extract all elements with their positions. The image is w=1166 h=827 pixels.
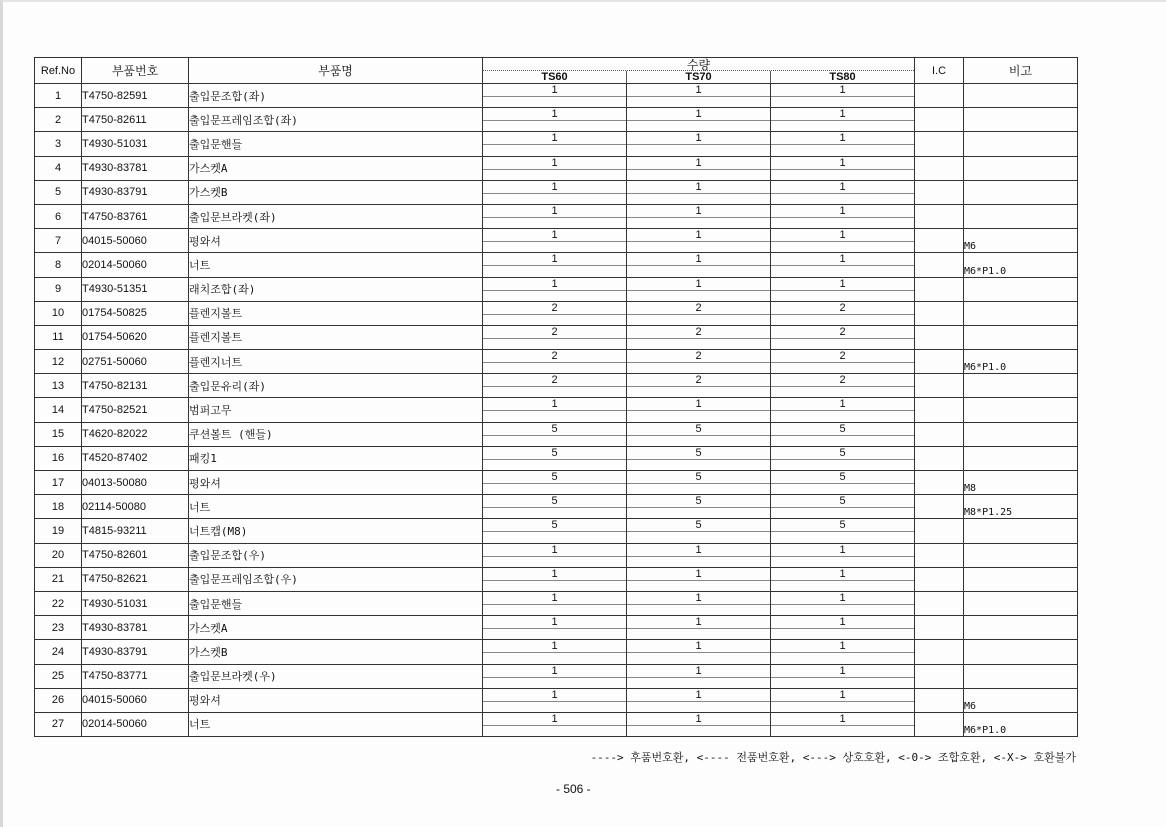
- row-qty-ts60: 1: [483, 84, 627, 108]
- row-ic: [915, 374, 964, 398]
- row-qty-ts80: 1: [771, 253, 915, 277]
- row-ref-no: 11: [35, 325, 82, 349]
- header-ic: I.C: [915, 58, 964, 84]
- row-qty-ts80: 1: [771, 567, 915, 591]
- row-qty-ts80: 5: [771, 446, 915, 470]
- row-qty-ts60: 1: [483, 180, 627, 204]
- table-row: [35, 156, 1078, 180]
- row-part-name: 가스켓B: [189, 180, 483, 204]
- table-row: [35, 640, 1078, 664]
- row-part-no: T4930-51031: [82, 591, 189, 615]
- row-qty-ts70: 1: [627, 132, 771, 156]
- row-part-name: 출입문조합(좌): [189, 84, 483, 108]
- row-note: [964, 591, 1078, 615]
- row-note: [964, 132, 1078, 156]
- row-ic: [915, 277, 964, 301]
- row-part-name: 너트: [189, 495, 483, 519]
- row-note: [964, 374, 1078, 398]
- row-part-name: 너트캡(M8): [189, 519, 483, 543]
- row-qty-ts70: 5: [627, 495, 771, 519]
- row-qty-ts70: 2: [627, 325, 771, 349]
- row-ic: [915, 688, 964, 712]
- row-ref-no: 20: [35, 543, 82, 567]
- row-ic: [915, 543, 964, 567]
- row-note: [964, 180, 1078, 204]
- table-row: [35, 398, 1078, 422]
- table-row: [35, 180, 1078, 204]
- row-note: [964, 664, 1078, 688]
- row-ic: [915, 616, 964, 640]
- row-qty-ts60: 1: [483, 543, 627, 567]
- row-qty-ts70: 1: [627, 204, 771, 228]
- row-qty-ts70: 1: [627, 712, 771, 736]
- header-part-name: 부품명: [189, 58, 483, 84]
- row-part-no: T4750-83761: [82, 204, 189, 228]
- row-qty-ts80: 1: [771, 712, 915, 736]
- row-ic: [915, 471, 964, 495]
- row-part-no: T4520-87402: [82, 446, 189, 470]
- row-part-no: T4930-83781: [82, 156, 189, 180]
- row-note: [964, 325, 1078, 349]
- table-row: [35, 108, 1078, 132]
- row-qty-ts60: 1: [483, 664, 627, 688]
- row-note: [964, 519, 1078, 543]
- row-ref-no: 6: [35, 204, 82, 228]
- row-qty-ts70: 5: [627, 471, 771, 495]
- table-row: [35, 84, 1078, 108]
- row-qty-ts70: 1: [627, 108, 771, 132]
- row-part-no: T4930-51031: [82, 132, 189, 156]
- row-qty-ts70: 1: [627, 616, 771, 640]
- row-qty-ts80: 1: [771, 616, 915, 640]
- row-qty-ts70: 1: [627, 277, 771, 301]
- table-row: [35, 664, 1078, 688]
- row-part-name: 패킹1: [189, 446, 483, 470]
- row-qty-ts80: 2: [771, 374, 915, 398]
- row-part-name: 범퍼고무: [189, 398, 483, 422]
- row-part-name: 출입문프레임조합(우): [189, 567, 483, 591]
- row-qty-ts60: 1: [483, 156, 627, 180]
- row-ref-no: 25: [35, 664, 82, 688]
- row-qty-ts80: 2: [771, 350, 915, 374]
- row-qty-ts70: 1: [627, 688, 771, 712]
- table-row: [35, 350, 1078, 374]
- row-part-no: T4750-82591: [82, 84, 189, 108]
- row-part-name: 너트: [189, 253, 483, 277]
- row-part-no: T4750-82611: [82, 108, 189, 132]
- row-ref-no: 12: [35, 350, 82, 374]
- row-note: M6*P1.0: [964, 712, 1078, 736]
- row-part-no: 02114-50080: [82, 495, 189, 519]
- row-qty-ts70: 1: [627, 180, 771, 204]
- row-part-name: 가스켓A: [189, 156, 483, 180]
- row-part-no: 02014-50060: [82, 253, 189, 277]
- row-qty-ts80: 1: [771, 204, 915, 228]
- row-qty-ts60: 5: [483, 471, 627, 495]
- row-qty-ts80: 1: [771, 640, 915, 664]
- row-ref-no: 5: [35, 180, 82, 204]
- row-part-name: 출입문조합(우): [189, 543, 483, 567]
- row-qty-ts80: 1: [771, 398, 915, 422]
- row-qty-ts60: 1: [483, 204, 627, 228]
- row-ref-no: 3: [35, 132, 82, 156]
- row-qty-ts70: 1: [627, 664, 771, 688]
- row-ic: [915, 398, 964, 422]
- row-ic: [915, 567, 964, 591]
- row-qty-ts70: 5: [627, 446, 771, 470]
- header-model-row: [483, 70, 914, 83]
- header-note: 비고: [964, 58, 1078, 84]
- header-model-ts60: TS60: [541, 71, 568, 83]
- row-part-name: 플렌지볼트: [189, 301, 483, 325]
- row-qty-ts70: 1: [627, 253, 771, 277]
- row-part-no: T4750-82601: [82, 543, 189, 567]
- row-ic: [915, 84, 964, 108]
- row-ic: [915, 640, 964, 664]
- row-qty-ts60: 1: [483, 712, 627, 736]
- row-ref-no: 22: [35, 591, 82, 615]
- row-part-no: 01754-50825: [82, 301, 189, 325]
- row-ref-no: 27: [35, 712, 82, 736]
- table-row: [35, 277, 1078, 301]
- row-note: [964, 422, 1078, 446]
- row-qty-ts60: 1: [483, 229, 627, 253]
- row-qty-ts80: 1: [771, 132, 915, 156]
- row-part-name: 평와셔: [189, 471, 483, 495]
- row-note: M6: [964, 229, 1078, 253]
- row-part-no: T4620-82022: [82, 422, 189, 446]
- row-note: [964, 640, 1078, 664]
- row-qty-ts80: 5: [771, 495, 915, 519]
- row-qty-ts70: 1: [627, 84, 771, 108]
- row-note: M8*P1.25: [964, 495, 1078, 519]
- row-part-name: 플렌지너트: [189, 350, 483, 374]
- row-ref-no: 19: [35, 519, 82, 543]
- row-note: M6*P1.0: [964, 350, 1078, 374]
- row-part-name: 가스켓A: [189, 616, 483, 640]
- row-part-no: T4750-82131: [82, 374, 189, 398]
- header-part-no: 부품번호: [82, 58, 189, 84]
- row-ref-no: 9: [35, 277, 82, 301]
- row-part-name: 플렌지볼트: [189, 325, 483, 349]
- row-note: [964, 277, 1078, 301]
- row-ic: [915, 108, 964, 132]
- row-ref-no: 10: [35, 301, 82, 325]
- table-row: [35, 253, 1078, 277]
- row-qty-ts70: 5: [627, 422, 771, 446]
- row-part-no: 04013-50080: [82, 471, 189, 495]
- header-model-ts70: TS70: [626, 71, 770, 83]
- parts-table: [34, 57, 1078, 737]
- table-row: [35, 471, 1078, 495]
- row-part-no: 02014-50060: [82, 712, 189, 736]
- row-qty-ts60: 2: [483, 374, 627, 398]
- row-part-no: 01754-50620: [82, 325, 189, 349]
- row-part-no: T4930-83791: [82, 180, 189, 204]
- row-qty-ts80: 5: [771, 422, 915, 446]
- header-quantity-label: 수량: [686, 58, 711, 72]
- row-ic: [915, 229, 964, 253]
- table-row: [35, 204, 1078, 228]
- row-ic: [915, 422, 964, 446]
- table-body: [35, 84, 1078, 737]
- row-qty-ts60: 1: [483, 108, 627, 132]
- row-part-name: 출입문프레임조합(좌): [189, 108, 483, 132]
- row-qty-ts60: 1: [483, 567, 627, 591]
- row-part-no: T4750-82621: [82, 567, 189, 591]
- row-part-no: T4815-93211: [82, 519, 189, 543]
- row-qty-ts60: 2: [483, 350, 627, 374]
- row-ref-no: 7: [35, 229, 82, 253]
- row-qty-ts70: 2: [627, 374, 771, 398]
- row-ic: [915, 204, 964, 228]
- row-qty-ts80: 1: [771, 543, 915, 567]
- row-qty-ts60: 2: [483, 325, 627, 349]
- row-part-name: 출입문핸들: [189, 132, 483, 156]
- row-qty-ts80: 1: [771, 277, 915, 301]
- row-note: M8: [964, 471, 1078, 495]
- row-ref-no: 13: [35, 374, 82, 398]
- row-ref-no: 14: [35, 398, 82, 422]
- row-note: [964, 446, 1078, 470]
- row-part-name: 출입문브라켓(좌): [189, 204, 483, 228]
- row-part-name: 출입문유리(좌): [189, 374, 483, 398]
- row-qty-ts70: 2: [627, 301, 771, 325]
- table-row: [35, 229, 1078, 253]
- row-qty-ts80: 1: [771, 664, 915, 688]
- row-qty-ts60: 1: [483, 253, 627, 277]
- row-ic: [915, 712, 964, 736]
- row-qty-ts80: 1: [771, 156, 915, 180]
- row-qty-ts60: 5: [483, 495, 627, 519]
- row-ic: [915, 180, 964, 204]
- row-part-no: 04015-50060: [82, 688, 189, 712]
- row-qty-ts60: 1: [483, 591, 627, 615]
- row-qty-ts70: 1: [627, 567, 771, 591]
- row-ic: [915, 132, 964, 156]
- row-ref-no: 24: [35, 640, 82, 664]
- row-qty-ts80: 2: [771, 301, 915, 325]
- row-qty-ts70: 1: [627, 156, 771, 180]
- row-part-no: T4930-83781: [82, 616, 189, 640]
- row-qty-ts80: 1: [771, 84, 915, 108]
- table-row: [35, 543, 1078, 567]
- row-ic: [915, 495, 964, 519]
- row-qty-ts70: 1: [627, 398, 771, 422]
- table-row: [35, 688, 1078, 712]
- row-part-no: T4750-83771: [82, 664, 189, 688]
- row-qty-ts80: 2: [771, 325, 915, 349]
- table-row: [35, 374, 1078, 398]
- row-note: M6: [964, 688, 1078, 712]
- row-qty-ts60: 1: [483, 616, 627, 640]
- page-number: - 506 -: [556, 782, 591, 796]
- table-row: [35, 567, 1078, 591]
- row-qty-ts70: 1: [627, 229, 771, 253]
- row-qty-ts70: 1: [627, 591, 771, 615]
- row-qty-ts60: 5: [483, 446, 627, 470]
- table-row: [35, 301, 1078, 325]
- row-ic: [915, 350, 964, 374]
- row-qty-ts70: 5: [627, 519, 771, 543]
- row-ic: [915, 664, 964, 688]
- table-header-row: [35, 58, 1078, 84]
- table-row: [35, 132, 1078, 156]
- table-row: [35, 712, 1078, 736]
- header-ref-no: Ref.No: [35, 58, 82, 84]
- row-qty-ts80: 1: [771, 591, 915, 615]
- table-row: [35, 495, 1078, 519]
- row-qty-ts80: 1: [771, 688, 915, 712]
- row-note: [964, 108, 1078, 132]
- row-note: M6*P1.0: [964, 253, 1078, 277]
- row-part-no: T4930-83791: [82, 640, 189, 664]
- row-ic: [915, 253, 964, 277]
- row-part-no: 02751-50060: [82, 350, 189, 374]
- row-ref-no: 26: [35, 688, 82, 712]
- row-ic: [915, 519, 964, 543]
- row-ic: [915, 446, 964, 470]
- row-ic: [915, 301, 964, 325]
- row-note: [964, 84, 1078, 108]
- row-qty-ts60: 1: [483, 640, 627, 664]
- row-qty-ts60: 1: [483, 688, 627, 712]
- row-qty-ts80: 1: [771, 108, 915, 132]
- row-note: [964, 301, 1078, 325]
- row-qty-ts70: 1: [627, 543, 771, 567]
- row-note: [964, 567, 1078, 591]
- row-ref-no: 4: [35, 156, 82, 180]
- row-part-no: 04015-50060: [82, 229, 189, 253]
- row-ref-no: 15: [35, 422, 82, 446]
- row-ref-no: 1: [35, 84, 82, 108]
- row-qty-ts80: 5: [771, 471, 915, 495]
- row-part-name: 쿠션볼트 (핸들): [189, 422, 483, 446]
- row-part-name: 평와셔: [189, 688, 483, 712]
- row-qty-ts60: 2: [483, 301, 627, 325]
- row-part-name: 래치조합(좌): [189, 277, 483, 301]
- table-row: [35, 519, 1078, 543]
- row-ref-no: 21: [35, 567, 82, 591]
- row-ic: [915, 325, 964, 349]
- row-part-no: T4750-82521: [82, 398, 189, 422]
- row-ref-no: 18: [35, 495, 82, 519]
- row-ic: [915, 591, 964, 615]
- table-row: [35, 325, 1078, 349]
- table-row: [35, 616, 1078, 640]
- row-part-name: 출입문브라켓(우): [189, 664, 483, 688]
- row-ref-no: 2: [35, 108, 82, 132]
- row-qty-ts60: 5: [483, 422, 627, 446]
- table-row: [35, 446, 1078, 470]
- row-qty-ts80: 1: [771, 180, 915, 204]
- row-qty-ts80: 1: [771, 229, 915, 253]
- row-qty-ts60: 1: [483, 277, 627, 301]
- row-part-name: 평와셔: [189, 229, 483, 253]
- row-ref-no: 16: [35, 446, 82, 470]
- row-ref-no: 17: [35, 471, 82, 495]
- row-qty-ts80: 5: [771, 519, 915, 543]
- row-qty-ts70: 2: [627, 350, 771, 374]
- row-part-name: 가스켓B: [189, 640, 483, 664]
- row-qty-ts70: 1: [627, 640, 771, 664]
- row-part-name: 출입문핸들: [189, 591, 483, 615]
- row-qty-ts60: 1: [483, 398, 627, 422]
- row-note: [964, 204, 1078, 228]
- row-part-name: 너트: [189, 712, 483, 736]
- header-quantity: [483, 58, 915, 84]
- row-qty-ts60: 1: [483, 132, 627, 156]
- row-note: [964, 398, 1078, 422]
- row-qty-ts60: 5: [483, 519, 627, 543]
- table-row: [35, 422, 1078, 446]
- table-row: [35, 591, 1078, 615]
- row-ic: [915, 156, 964, 180]
- interchange-legend: ----> 후품번호환, <---- 전품번호환, <---> 상호호환, <-0-> 조합호환, <-X-> 호환불가: [590, 751, 1076, 764]
- header-model-ts80: TS80: [770, 71, 914, 83]
- row-ref-no: 23: [35, 616, 82, 640]
- row-ref-no: 8: [35, 253, 82, 277]
- row-part-no: T4930-51351: [82, 277, 189, 301]
- row-note: [964, 156, 1078, 180]
- row-note: [964, 543, 1078, 567]
- row-note: [964, 616, 1078, 640]
